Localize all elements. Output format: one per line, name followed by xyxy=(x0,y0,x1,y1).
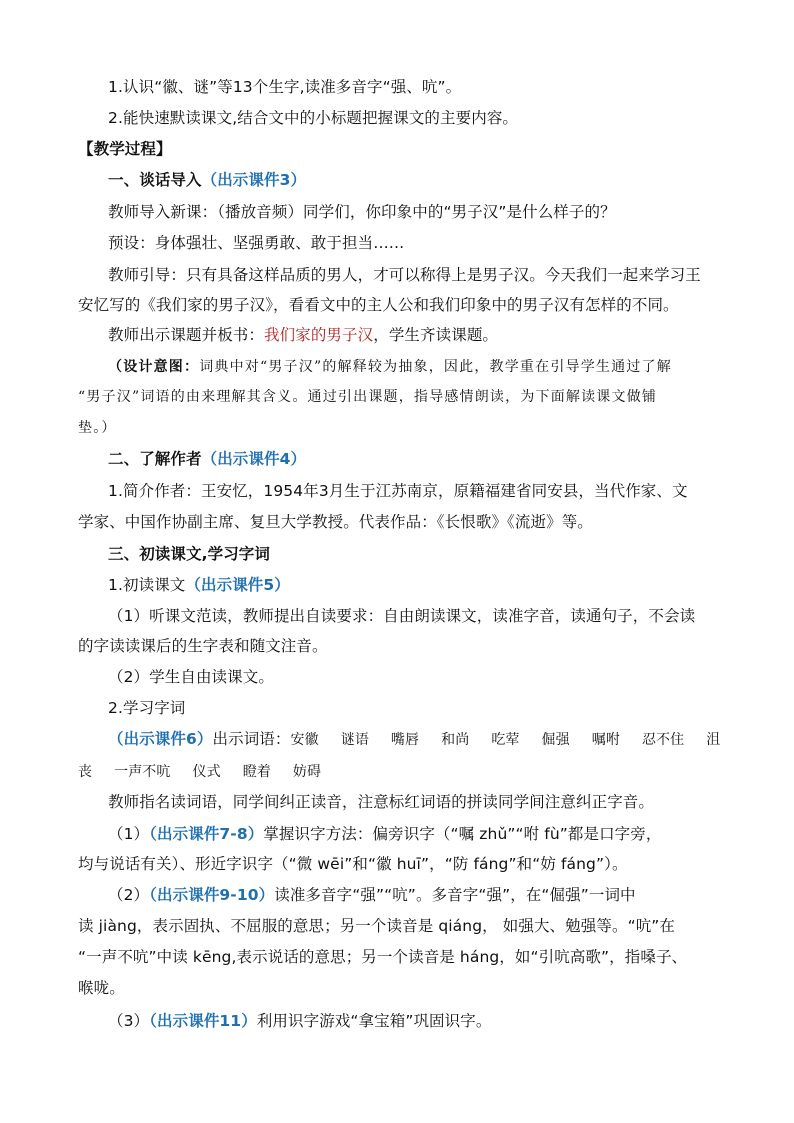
word-list-line-1: （出示课件6）出示词语：安徽 谜语 嘴唇 和尚 吃荤 倔强 嘱咐 忍不住 沮 xyxy=(108,728,742,751)
vocab-word: 谜语 xyxy=(340,732,369,748)
vocab-word: 嘴唇 xyxy=(390,732,420,748)
vocab-word: 和尚 xyxy=(441,732,470,748)
lesson-title: 我们家的男子汉 xyxy=(264,326,374,344)
paragraph: 学家、中国作协副主席、复旦大学教授。代表作品：《长恨歌》《流逝》等。 xyxy=(78,513,593,531)
paragraph: 读 jiàng，表示固执、不屈服的意思；另一个读音是 qiáng， 如强大、勉强等。“吭”在 xyxy=(78,917,676,935)
paragraph: （1）（出示课件7-8）掌握识字方法：偏旁识字（“嘱 zhǔ”“咐 fù”都是口字旁， xyxy=(108,825,662,843)
vocab-word: 仪式 xyxy=(192,764,221,780)
sub-heading: 2.学习字词 xyxy=(108,699,186,717)
objective-1: 1.认识“徽、谜”等13个生字,读准多音字“强、吭”。 xyxy=(108,78,462,96)
courseware-tag: （出示课件9-10） xyxy=(149,886,275,904)
vocab-word: 瞪着 xyxy=(242,764,271,780)
section-3-heading: 三、初读课文,学习字词 xyxy=(108,545,270,563)
courseware-tag: （出示课件11） xyxy=(149,1012,257,1030)
courseware-tag: （出示课件4） xyxy=(201,450,307,468)
vocab-word: 嘱咐 xyxy=(591,732,620,748)
vocab-word: 倔强 xyxy=(541,732,570,748)
courseware-tag: （出示课件5） xyxy=(185,576,290,594)
vocab-word: 妨碍 xyxy=(292,764,322,780)
paragraph: 的字读读课后的生字表和随文注音。 xyxy=(78,637,328,655)
paragraph: （2）学生自由读课文。 xyxy=(108,668,274,686)
objective-2: 2.能快速默读课文,结合文中的小标题把握课文的主要内容。 xyxy=(108,109,519,127)
paragraph: “一声不吭”中读 kēng,表示说话的意思；另一个读音是 háng，如“引吭高歌”，指嗓子、 xyxy=(78,948,688,966)
vocab-word: 一声不吭 xyxy=(114,764,171,780)
vocab-word: 沮 xyxy=(706,732,721,748)
paragraph: （2）（出示课件9-10）读准多音字“强”“吭”。多音字“强”，在“倔强”一词中 xyxy=(108,886,636,904)
paragraph: 教师指名读词语，同学间纠正读音，注意标红词语的拼读同学间注意纠正字音。 xyxy=(108,793,655,811)
process-title: 【教学过程】 xyxy=(78,140,172,158)
paragraph: 预设：身体强壮、坚强勇敢、敢于担当…… xyxy=(108,234,405,252)
courseware-tag: （出示课件3） xyxy=(201,171,307,189)
paragraph: 教师引导：只有具备这样品质的男人，才可以称得上是男子汉。今天我们一起来学习王 xyxy=(108,266,701,284)
paragraph: （1）听课文范读，教师提出自读要求：自由朗读课文，读准字音，读通句子，不会读 xyxy=(108,607,696,625)
design-note: “男子汉”词语的由来理解其含义。通过引出课题，指导感情朗读，为下面解读课文做铺 xyxy=(78,389,658,405)
courseware-tag: （出示课件7-8） xyxy=(149,825,264,843)
design-note: 垫。） xyxy=(78,420,117,436)
design-note: （设计意图：词典中对“男子汉”的解释较为抽象，因此，教学重在引导学生通过了解 xyxy=(108,359,672,375)
section-1-heading: 一、谈话导入（出示课件3） xyxy=(108,171,307,189)
word-list-line-2 xyxy=(78,760,343,783)
paragraph: 教师出示课题并板书：我们家的男子汉，学生齐读课题。 xyxy=(108,326,499,344)
sub-heading: 1.初读课文（出示课件5） xyxy=(108,576,290,594)
section-2-heading: 二、了解作者（出示课件4） xyxy=(108,450,307,468)
vocab-word: 吃荤 xyxy=(491,732,520,748)
vocab-word: 忍不住 xyxy=(641,732,685,748)
paragraph: 均与说话有关）、形近字识字（“微 wēi”和“徽 huī”，“防 fáng”和“妨 fáng”）。 xyxy=(78,855,628,873)
paragraph: 1.简介作者：王安忆，1954年3月生于江苏南京，原籍福建省同安县，当代作家、文 xyxy=(108,482,688,500)
courseware-tag: （出示课件6） xyxy=(108,730,213,748)
paragraph: （3）（出示课件11）利用识字游戏“拿宝箱”巩固识字。 xyxy=(108,1012,492,1030)
paragraph: 安忆写的《我们家的男子汉》，看看文中的主人公和我们印象中的男子汉有怎样的不同。 xyxy=(78,296,679,314)
vocab-word: 安徽 xyxy=(290,732,319,748)
vocab-word: 丧 xyxy=(78,764,93,780)
paragraph: 教师导入新课：（播放音频）同学们，你印象中的“男子汉”是什么样子的？ xyxy=(108,203,616,221)
paragraph: 喉咙。 xyxy=(78,979,125,997)
